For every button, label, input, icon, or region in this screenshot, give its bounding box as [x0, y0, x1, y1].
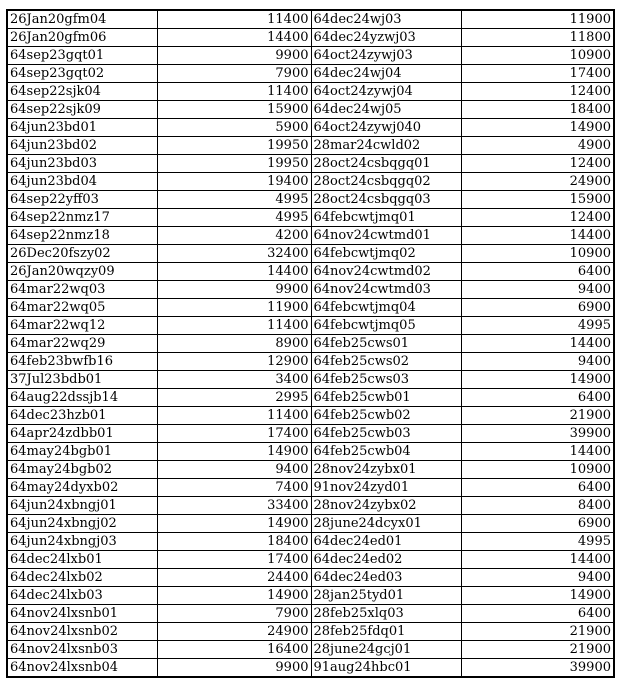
left-code-cell[interactable]: 64sep23gqt01 — [7, 47, 157, 65]
left-value-cell[interactable]: 19400 — [157, 173, 311, 191]
right-code-cell[interactable]: 64dec24wj05 — [311, 101, 461, 119]
table-row — [7, 335, 614, 353]
left-value-cell[interactable]: 9900 — [157, 281, 311, 299]
right-value-cell[interactable]: 4995 — [461, 317, 614, 335]
table-row — [7, 83, 614, 101]
left-code-cell[interactable]: 64jun24xbngj03 — [7, 533, 157, 551]
left-code-cell[interactable]: 64sep22sjk09 — [7, 101, 157, 119]
table-row — [7, 10, 614, 29]
left-code-cell[interactable]: 64jun23bd03 — [7, 155, 157, 173]
right-value-cell[interactable]: 6400 — [461, 263, 614, 281]
right-code-cell[interactable]: 64febcwtjmq01 — [311, 209, 461, 227]
left-value-cell[interactable]: 9900 — [157, 659, 311, 678]
table-row — [7, 137, 614, 155]
right-code-cell[interactable]: 64febcwtjmq02 — [311, 245, 461, 263]
table-row — [7, 497, 614, 515]
right-code-cell[interactable]: 64feb25cwb04 — [311, 443, 461, 461]
right-value-cell[interactable]: 4995 — [461, 533, 614, 551]
right-value-cell[interactable]: 21900 — [461, 407, 614, 425]
right-value-cell[interactable]: 24900 — [461, 173, 614, 191]
left-value-cell[interactable]: 11400 — [157, 407, 311, 425]
left-code-cell[interactable]: 64apr24zdbb01 — [7, 425, 157, 443]
right-value-cell[interactable]: 14400 — [461, 443, 614, 461]
left-value-cell[interactable]: 17400 — [157, 425, 311, 443]
right-code-cell[interactable]: 28feb25xlq03 — [311, 605, 461, 623]
right-value-cell[interactable]: 21900 — [461, 623, 614, 641]
right-code-cell[interactable]: 64nov24cwtmd03 — [311, 281, 461, 299]
left-code-cell[interactable]: 64aug22dssjb14 — [7, 389, 157, 407]
left-value-cell[interactable]: 3400 — [157, 371, 311, 389]
table-row — [7, 119, 614, 137]
left-value-cell[interactable]: 14900 — [157, 587, 311, 605]
left-code-cell[interactable]: 64sep23gqt02 — [7, 65, 157, 83]
table-row — [7, 155, 614, 173]
left-code-cell[interactable]: 64mar22wq03 — [7, 281, 157, 299]
left-value-cell[interactable]: 4995 — [157, 209, 311, 227]
table-row — [7, 245, 614, 263]
left-value-cell[interactable]: 4200 — [157, 227, 311, 245]
table-row — [7, 191, 614, 209]
table-row — [7, 173, 614, 191]
right-value-cell[interactable]: 4900 — [461, 137, 614, 155]
right-code-cell[interactable]: 28june24dcyx01 — [311, 515, 461, 533]
left-value-cell[interactable]: 24400 — [157, 569, 311, 587]
right-code-cell[interactable]: 64feb25cwb02 — [311, 407, 461, 425]
left-code-cell[interactable]: 26Jan20gfm04 — [7, 10, 157, 29]
left-code-cell[interactable]: 64sep22sjk04 — [7, 83, 157, 101]
table-row — [7, 605, 614, 623]
right-value-cell[interactable]: 6900 — [461, 515, 614, 533]
left-value-cell[interactable]: 24900 — [157, 623, 311, 641]
right-value-cell[interactable]: 14900 — [461, 587, 614, 605]
right-value-cell[interactable]: 12400 — [461, 83, 614, 101]
right-value-cell[interactable]: 21900 — [461, 641, 614, 659]
table-row — [7, 533, 614, 551]
left-code-cell[interactable]: 26Jan20gfm06 — [7, 29, 157, 47]
left-code-cell[interactable]: 64feb23bwfb16 — [7, 353, 157, 371]
right-code-cell[interactable]: 64dec24wj04 — [311, 65, 461, 83]
left-code-cell[interactable]: 26Jan20wqzy09 — [7, 263, 157, 281]
left-value-cell[interactable]: 7900 — [157, 605, 311, 623]
right-code-cell[interactable]: 64feb25cws03 — [311, 371, 461, 389]
right-value-cell[interactable]: 12400 — [461, 155, 614, 173]
right-value-cell[interactable]: 10900 — [461, 47, 614, 65]
left-code-cell[interactable]: 64dec24lxb01 — [7, 551, 157, 569]
right-code-cell[interactable]: 64feb25cws02 — [311, 353, 461, 371]
left-value-cell[interactable]: 5900 — [157, 119, 311, 137]
right-code-cell[interactable]: 64dec24ed03 — [311, 569, 461, 587]
right-code-cell[interactable]: 64feb25cwb01 — [311, 389, 461, 407]
right-value-cell[interactable]: 18400 — [461, 101, 614, 119]
left-value-cell[interactable]: 19950 — [157, 137, 311, 155]
right-code-cell[interactable]: 28june24gcj01 — [311, 641, 461, 659]
left-code-cell[interactable]: 64dec23hzb01 — [7, 407, 157, 425]
left-code-cell[interactable]: 64jun24xbngj01 — [7, 497, 157, 515]
left-value-cell[interactable]: 18400 — [157, 533, 311, 551]
right-value-cell[interactable]: 14400 — [461, 551, 614, 569]
table-row — [7, 569, 614, 587]
left-code-cell[interactable]: 64may24dyxb02 — [7, 479, 157, 497]
right-code-cell[interactable]: 64feb25cwb03 — [311, 425, 461, 443]
right-value-cell[interactable]: 6900 — [461, 299, 614, 317]
table-row — [7, 29, 614, 47]
left-code-cell[interactable]: 64jun23bd01 — [7, 119, 157, 137]
table-row — [7, 353, 614, 371]
right-value-cell[interactable]: 14900 — [461, 119, 614, 137]
left-code-cell[interactable]: 64jun23bd02 — [7, 137, 157, 155]
right-code-cell[interactable]: 28oct24csbqgq03 — [311, 191, 461, 209]
table-row — [7, 587, 614, 605]
left-value-cell[interactable]: 11400 — [157, 83, 311, 101]
table-row — [7, 479, 614, 497]
right-value-cell[interactable]: 9400 — [461, 353, 614, 371]
left-value-cell[interactable]: 9900 — [157, 47, 311, 65]
left-value-cell[interactable]: 8900 — [157, 335, 311, 353]
left-code-cell[interactable]: 64nov24lxsnb03 — [7, 641, 157, 659]
table-row — [7, 623, 614, 641]
table-row — [7, 299, 614, 317]
left-value-cell[interactable]: 12900 — [157, 353, 311, 371]
left-code-cell[interactable]: 64sep22nmz17 — [7, 209, 157, 227]
left-code-cell[interactable]: 64may24bgb01 — [7, 443, 157, 461]
left-value-cell[interactable]: 32400 — [157, 245, 311, 263]
right-value-cell[interactable]: 14400 — [461, 335, 614, 353]
left-value-cell[interactable]: 14900 — [157, 515, 311, 533]
right-code-cell[interactable]: 64oct24zywj03 — [311, 47, 461, 65]
right-code-cell[interactable]: 64febcwtjmq04 — [311, 299, 461, 317]
table-row — [7, 461, 614, 479]
right-value-cell[interactable]: 39900 — [461, 659, 614, 678]
left-value-cell[interactable]: 33400 — [157, 497, 311, 515]
right-value-cell[interactable]: 39900 — [461, 425, 614, 443]
table-row — [7, 425, 614, 443]
table-row — [7, 551, 614, 569]
left-value-cell[interactable]: 9400 — [157, 461, 311, 479]
right-value-cell[interactable]: 6400 — [461, 389, 614, 407]
right-value-cell[interactable]: 6400 — [461, 479, 614, 497]
right-value-cell[interactable]: 11800 — [461, 29, 614, 47]
right-code-cell[interactable]: 64febcwtjmq05 — [311, 317, 461, 335]
right-value-cell[interactable]: 14400 — [461, 227, 614, 245]
left-value-cell[interactable]: 15900 — [157, 101, 311, 119]
spreadsheet-table — [6, 9, 615, 678]
table-row — [7, 281, 614, 299]
right-code-cell[interactable]: 64dec24ed01 — [311, 533, 461, 551]
right-value-cell[interactable]: 11900 — [461, 10, 614, 29]
left-value-cell[interactable]: 11400 — [157, 10, 311, 29]
left-value-cell[interactable]: 2995 — [157, 389, 311, 407]
right-value-cell[interactable]: 17400 — [461, 65, 614, 83]
right-code-cell[interactable]: 64dec24wj03 — [311, 10, 461, 29]
right-code-cell[interactable]: 64oct24zywj040 — [311, 119, 461, 137]
right-value-cell[interactable]: 14900 — [461, 371, 614, 389]
left-value-cell[interactable]: 17400 — [157, 551, 311, 569]
right-code-cell[interactable]: 64nov24cwtmd01 — [311, 227, 461, 245]
left-code-cell[interactable]: 26Dec20fszy02 — [7, 245, 157, 263]
right-code-cell[interactable]: 64nov24cwtmd02 — [311, 263, 461, 281]
right-code-cell[interactable]: 28nov24zybx02 — [311, 497, 461, 515]
left-value-cell[interactable]: 7900 — [157, 65, 311, 83]
left-value-cell[interactable]: 14400 — [157, 263, 311, 281]
right-value-cell[interactable]: 12400 — [461, 209, 614, 227]
left-code-cell[interactable]: 64dec24lxb03 — [7, 587, 157, 605]
left-code-cell[interactable]: 64nov24lxsnb02 — [7, 623, 157, 641]
table-row — [7, 65, 614, 83]
left-value-cell[interactable]: 4995 — [157, 191, 311, 209]
table-row — [7, 227, 614, 245]
table-row — [7, 515, 614, 533]
right-value-cell[interactable]: 10900 — [461, 461, 614, 479]
left-code-cell[interactable]: 64nov24lxsnb01 — [7, 605, 157, 623]
left-value-cell[interactable]: 14900 — [157, 443, 311, 461]
left-value-cell[interactable]: 7400 — [157, 479, 311, 497]
left-code-cell[interactable]: 64jun23bd04 — [7, 173, 157, 191]
table-row — [7, 641, 614, 659]
left-value-cell[interactable]: 11900 — [157, 299, 311, 317]
right-code-cell[interactable]: 28oct24csbqgq02 — [311, 173, 461, 191]
left-value-cell[interactable]: 16400 — [157, 641, 311, 659]
right-code-cell[interactable]: 64dec24ed02 — [311, 551, 461, 569]
left-value-cell[interactable]: 14400 — [157, 29, 311, 47]
table-row — [7, 263, 614, 281]
right-value-cell[interactable]: 9400 — [461, 281, 614, 299]
table-row — [7, 209, 614, 227]
left-code-cell[interactable]: 64may24bgb02 — [7, 461, 157, 479]
right-value-cell[interactable]: 15900 — [461, 191, 614, 209]
table-row — [7, 407, 614, 425]
left-code-cell[interactable]: 64sep22nmz18 — [7, 227, 157, 245]
right-code-cell[interactable]: 28nov24zybx01 — [311, 461, 461, 479]
left-code-cell[interactable]: 64sep22yff03 — [7, 191, 157, 209]
table-row — [7, 659, 614, 678]
right-value-cell[interactable]: 10900 — [461, 245, 614, 263]
table-row — [7, 389, 614, 407]
right-code-cell[interactable]: 64feb25cws01 — [311, 335, 461, 353]
spreadsheet-body — [7, 10, 614, 677]
left-value-cell[interactable]: 19950 — [157, 155, 311, 173]
right-value-cell[interactable]: 9400 — [461, 569, 614, 587]
left-code-cell[interactable]: 64dec24lxb02 — [7, 569, 157, 587]
left-code-cell[interactable]: 37Jul23bdb01 — [7, 371, 157, 389]
right-value-cell[interactable]: 8400 — [461, 497, 614, 515]
right-code-cell[interactable]: 28jan25tyd01 — [311, 587, 461, 605]
right-code-cell[interactable]: 64dec24yzwj03 — [311, 29, 461, 47]
right-value-cell[interactable]: 6400 — [461, 605, 614, 623]
left-code-cell[interactable]: 64jun24xbngj02 — [7, 515, 157, 533]
left-value-cell[interactable]: 11400 — [157, 317, 311, 335]
table-row — [7, 443, 614, 461]
left-code-cell[interactable]: 64mar22wq12 — [7, 317, 157, 335]
right-code-cell[interactable]: 64oct24zywj04 — [311, 83, 461, 101]
left-code-cell[interactable]: 64mar22wq29 — [7, 335, 157, 353]
right-code-cell[interactable]: 28mar24cwld02 — [311, 137, 461, 155]
right-code-cell[interactable]: 91aug24hbc01 — [311, 659, 461, 678]
table-row — [7, 47, 614, 65]
left-code-cell[interactable]: 64nov24lxsnb04 — [7, 659, 157, 678]
table-row — [7, 317, 614, 335]
right-code-cell[interactable]: 91nov24zyd01 — [311, 479, 461, 497]
right-code-cell[interactable]: 28oct24csbqgq01 — [311, 155, 461, 173]
left-code-cell[interactable]: 64mar22wq05 — [7, 299, 157, 317]
right-code-cell[interactable]: 28feb25fdq01 — [311, 623, 461, 641]
table-row — [7, 101, 614, 119]
table-row — [7, 371, 614, 389]
